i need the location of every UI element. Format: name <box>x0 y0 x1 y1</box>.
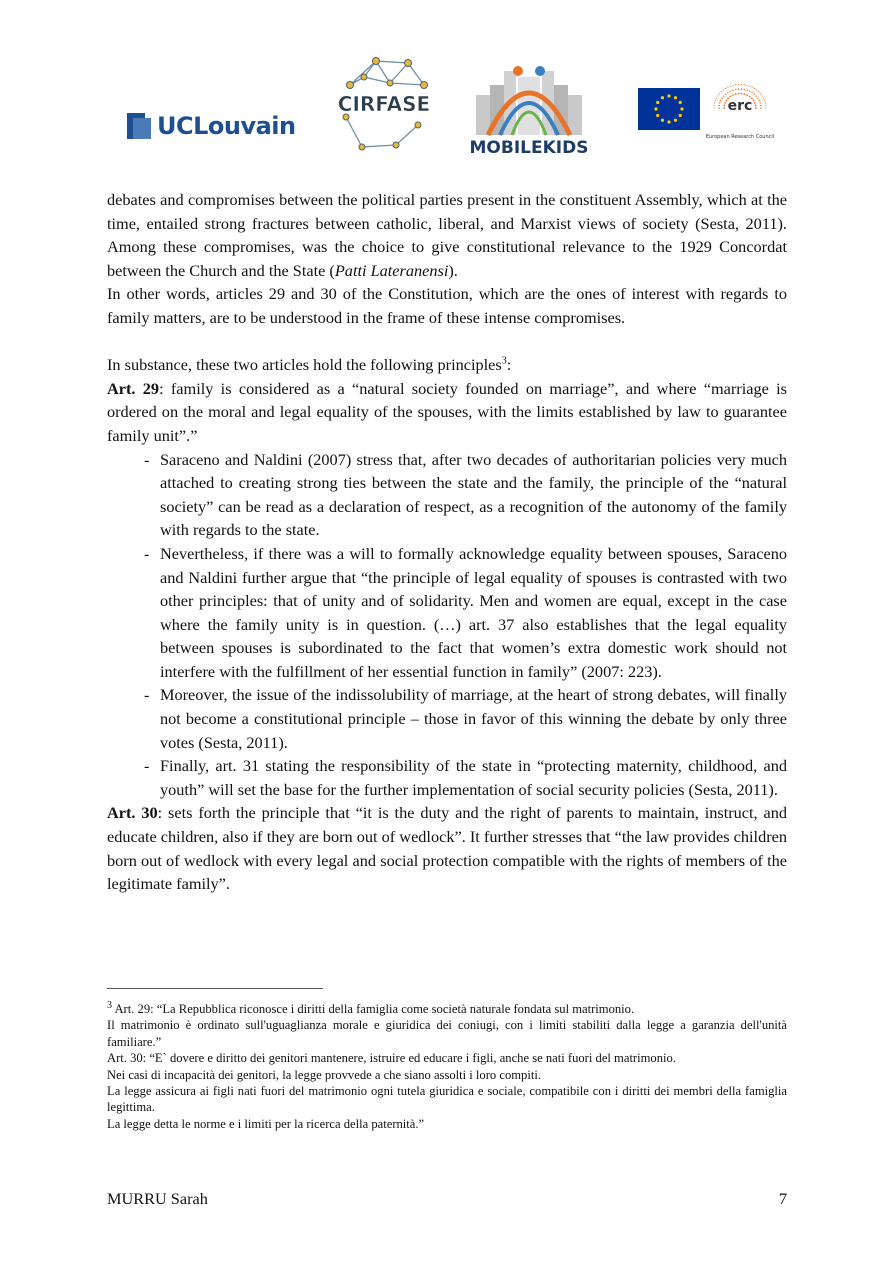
erc-dot-icon <box>756 95 758 97</box>
erc-dot-icon <box>754 102 756 104</box>
art29-label: Art. 29 <box>107 378 160 398</box>
footnote-mark: 3 <box>107 999 112 1011</box>
paragraph-articles-frame: In other words, articles 29 and 30 of the Constitution, which are the ones of interest with regards to family matters, are to be understood in the frame of these intense compromises. <box>107 284 787 327</box>
erc-dot-icon <box>753 100 755 102</box>
logo-banner <box>0 40 892 160</box>
erc-dot-icon <box>755 107 757 109</box>
paragraph-principles-intro: In substance, these two articles hold the following principles$^3$: <box>107 355 512 375</box>
erc-dot-icon <box>738 93 740 95</box>
erc-dot-icon <box>763 98 764 99</box>
erc-dot-icon <box>744 89 746 91</box>
erc-dot-icon <box>738 88 740 90</box>
erc-dot-icon <box>765 102 766 103</box>
erc-dot-icon <box>718 105 720 107</box>
erc-dot-icon <box>756 90 757 91</box>
erc-subtitle: European Research Council <box>705 134 775 140</box>
erc-dot-icon <box>721 91 722 92</box>
erc-dot-icon <box>741 88 743 90</box>
mobilekids-wordmark: MOBILEKIDS <box>469 138 589 157</box>
erc-dot-icon <box>713 107 714 108</box>
erc-dot-icon <box>759 102 761 104</box>
erc-dot-icon <box>746 89 748 91</box>
uclouvain-mark-icon <box>127 113 151 139</box>
erc-dot-icon <box>744 84 745 85</box>
erc-dot-icon <box>723 90 724 91</box>
erc-dot-icon <box>735 84 736 85</box>
erc-dot-icon <box>716 98 717 99</box>
eu-star-icon <box>667 120 670 123</box>
eu-star-icon <box>654 107 657 110</box>
erc-dot-icon <box>743 93 745 95</box>
erc-dot-icon <box>752 87 753 88</box>
uclouvain-logo <box>127 112 296 140</box>
erc-dot-icon <box>725 88 726 89</box>
erc-dot-icon <box>741 93 743 95</box>
erc-dot-icon <box>714 102 715 103</box>
erc-dot-icon <box>723 104 725 106</box>
erc-dot-icon <box>732 85 733 86</box>
eu-star-icon <box>656 101 659 104</box>
erc-dot-icon <box>719 93 720 94</box>
paragraph-concordat: debates and compromises between the political parties present in the constituent Assembly, which at the time, entailed strong fractures between catholic, liberal, and Marxist views of society (Sesta, 2011). Among these compromises, was the choice to give constitutional relevance to the 1929 Concordat between the Church and the State (Patti Lateranensi). <box>107 190 787 280</box>
page-number: 7 <box>778 1189 787 1208</box>
erc-dot-icon <box>765 105 766 106</box>
list-item: - Nevertheless, if there was a will to formally acknowledge equality between spouses, Saraceno and Naldini further argue that “the principle of legal equality of spouses is contrasted with two other principles: that of unity and of solidarity. Men and women are equal, except in the case where the family unity is in question. (…) art. 37 also establishes that the legal equality between spouses is subordinated to the fact that women’s extra domestic work should not interfere with the fulfillment of her essential function in family” (2007: 223). <box>144 543 787 681</box>
erc-dot-icon <box>754 93 756 95</box>
footnote-line: La legge assicura ai figli nati fuori del matrimonio ogni tutela giuridica e sociale, compatibile con i diritti dei membri della famiglia legittima. <box>107 1084 787 1115</box>
erc-dot-icon <box>757 97 759 99</box>
erc-dot-icon <box>732 94 734 96</box>
main-text <box>107 188 787 896</box>
erc-dot-icon <box>730 90 732 92</box>
eu-star-icon <box>656 114 659 117</box>
erc-dot-icon <box>715 100 716 101</box>
footnote-line: Art. 30: “E` dovere e diritto dei genitori mantenere, istruire ed educare i figli, anche se nati fuori del matrimonio. <box>107 1051 676 1066</box>
footnote-line: Il matrimonio è ordinato sull'uguaglianza morale e giuridica dei coniugi, con i limiti stabiliti dalla legge a garanzia dell'unità familiare.” <box>107 1018 787 1049</box>
footnote <box>107 1001 787 1132</box>
erc-dot-icon <box>719 102 721 104</box>
erc-dot-icon <box>732 89 734 91</box>
erc-dot-icon <box>723 95 725 97</box>
erc-dot-icon <box>738 84 739 85</box>
erc-dot-icon <box>762 95 763 96</box>
erc-dot-icon <box>741 84 742 85</box>
erc-dot-icon <box>746 85 747 86</box>
erc-dot-icon <box>735 89 737 91</box>
erc-dot-icon <box>724 102 726 104</box>
erc-dot-icon <box>749 86 750 87</box>
erc-dot-icon <box>718 107 720 109</box>
footnote-reference[interactable]: 3 <box>501 355 507 367</box>
footnote-line: La legge detta le norme e i limiti per la ricerca della paternità.” <box>107 1116 425 1131</box>
eu-star-icon <box>674 96 677 99</box>
erc-dot-icon <box>760 93 761 94</box>
uclouvain-wordmark: UCLouvain <box>157 112 296 140</box>
erc-dot-icon <box>721 97 723 99</box>
cirfase-logo <box>336 55 432 155</box>
erc-dot-icon <box>760 105 762 107</box>
erc-dot-icon <box>717 95 718 96</box>
footnote-line: Nei casi di incapacità dei genitori, la legge provvede a che siano assolti i loro compiti. <box>107 1067 541 1082</box>
erc-dot-icon <box>730 86 731 87</box>
erc-dot-icon <box>759 100 761 102</box>
erc-wordmark: erc <box>727 98 753 114</box>
erc-dot-icon <box>723 107 725 109</box>
erc-dot-icon <box>749 90 751 92</box>
erc-dot-icon <box>758 91 759 92</box>
erc-dot-icon <box>720 100 722 102</box>
paragraph-art29: Art. 29: family is considered as a “natural society founded on marriage”, and where “marriage is ordered on the moral and legal equality of the spouses, with the limits established by law to guarantee family unit”.” <box>107 378 787 445</box>
cirfase-wordmark: CIRFASE <box>337 92 431 116</box>
erc-dot-icon <box>746 94 748 96</box>
eu-star-icon <box>674 119 677 122</box>
eu-star-icon <box>667 94 670 97</box>
paragraph-art30: Art. 30: sets forth the principle that “it is the duty and the right of parents to maintain, instruct, and educate children, also if they are born out of wedlock”. It further stresses that “the law provides children born out of wedlock with every legal and social protection compatible with the rights of members of the legitimate family”. <box>107 803 788 894</box>
erc-dot-icon <box>727 87 728 88</box>
art30-label: Art. 30 <box>107 803 158 823</box>
erc-dot-icon <box>755 104 757 106</box>
list-item: - Finally, art. 31 stating the responsibility of the state in “protecting maternity, childhood, and youth” will set the base for the further implementation of social security policies (Sesta, 2011). <box>144 756 787 799</box>
eu-star-icon <box>661 119 664 122</box>
eu-flag-logo <box>638 88 700 130</box>
eu-star-icon <box>679 101 682 104</box>
mobilekids-logo <box>458 57 600 157</box>
footer-author: MURRU Sarah <box>107 1189 208 1208</box>
erc-dot-icon <box>760 107 762 109</box>
erc-dot-icon <box>751 92 753 94</box>
footnote-line: $^3$ Art. 29: “La Repubblica riconosce i diritti della famiglia come società naturale fondata sul matrimonio. <box>107 999 635 1016</box>
list-item: - Saraceno and Naldini (2007) stress that, after two decades of authoritarian policies very much attached to creating strong ties between the state and the family, the principle of the “natural society” can be read as a declaration of respect, as a recognition of the autonomy of the family with regards to the state. <box>144 449 787 540</box>
eu-star-icon <box>680 107 683 110</box>
erc-dot-icon <box>765 107 766 108</box>
erc-logo <box>705 82 775 144</box>
eu-star-icon <box>661 96 664 99</box>
list-item: - Moreover, the issue of the indissolubility of marriage, at the heart of strong debates, will finally not become a constitutional principle – those in favor of this winning the debate by only three votes (Sesta, 2011). <box>144 685 787 752</box>
erc-dot-icon <box>735 93 737 95</box>
eu-star-icon <box>679 114 682 117</box>
erc-dot-icon <box>727 92 729 94</box>
erc-dot-icon <box>754 88 755 89</box>
page-footer <box>107 1189 787 1209</box>
erc-dot-icon <box>714 105 715 106</box>
erc-dot-icon <box>725 93 727 95</box>
footnote-separator <box>107 988 323 989</box>
erc-dot-icon <box>764 100 765 101</box>
